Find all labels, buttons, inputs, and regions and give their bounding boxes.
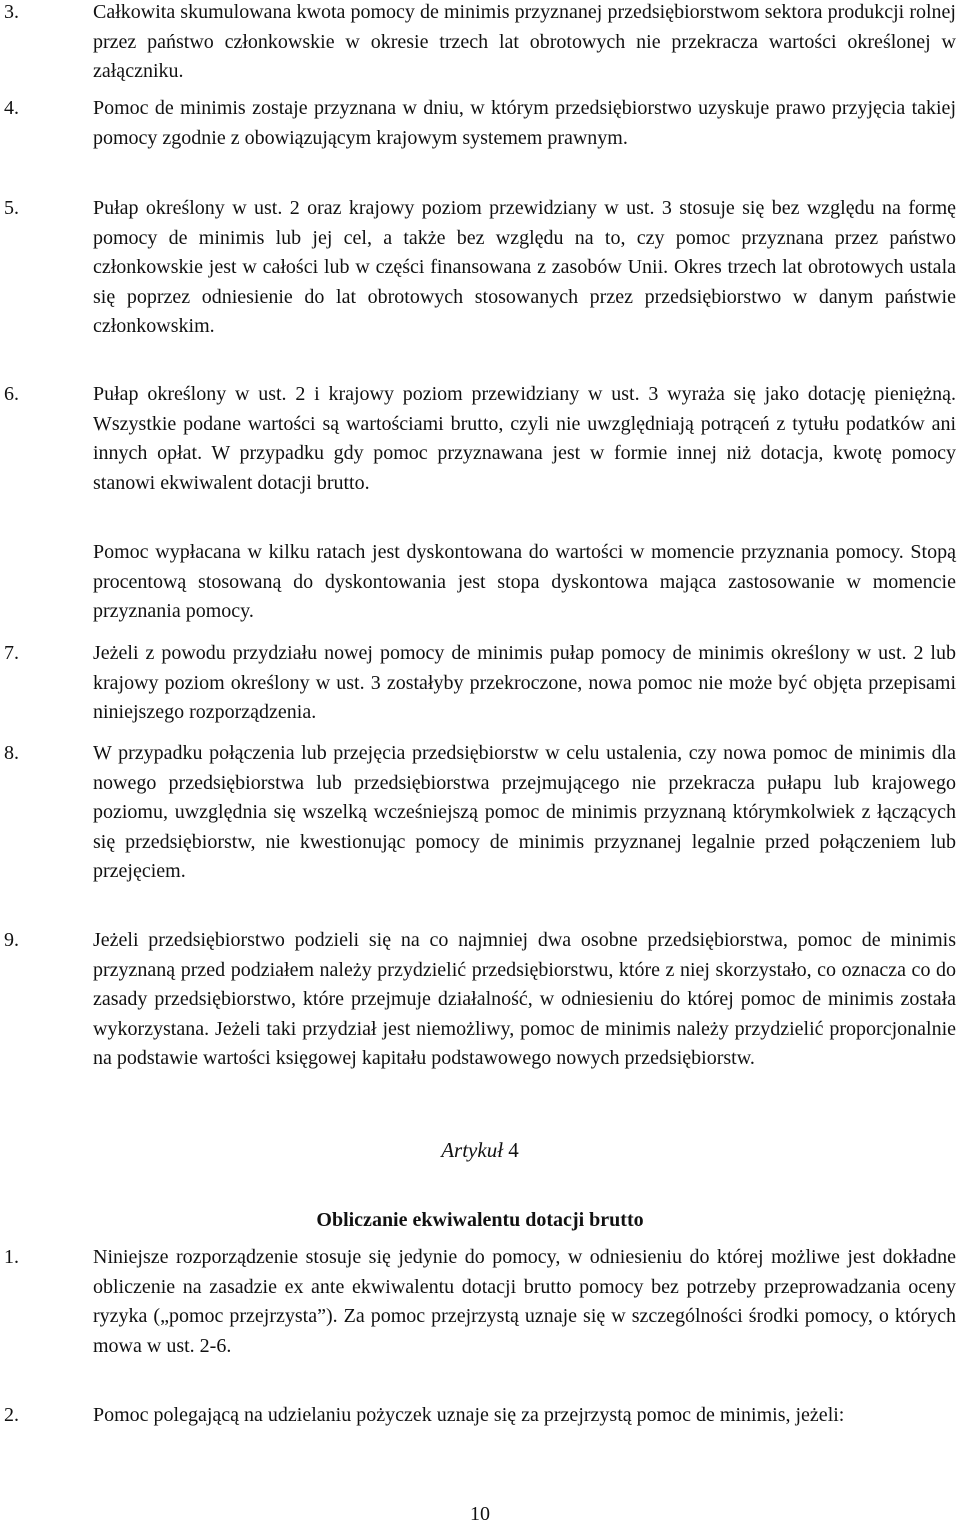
paragraph-9 [0, 926, 956, 1074]
paragraph-6 [0, 380, 956, 498]
paragraph-text: Pomoc wypłacana w kilku ratach jest dyskontowana do wartości w momencie przyznania pomocy. Stopą procentową stosowaną do dyskontowania jest stopa dyskontowa mająca zastosowanie w momencie przyznania pomocy. [93, 541, 956, 622]
article-paragraph-2 [0, 1401, 956, 1431]
paragraph-8 [0, 739, 956, 887]
article-label: Artykuł [441, 1138, 504, 1162]
paragraph-text: Całkowita skumulowana kwota pomocy de minimis przyznanej przedsiębiorstwom sektora produkcji rolnej przez państwo członkowskie w okresie trzech lat obrotowych nie przekracza wartości określonej w załączniku. [93, 1, 956, 82]
paragraph-number: 8. [4, 742, 19, 764]
paragraph-5 [0, 194, 956, 342]
article-number: 4 [508, 1138, 519, 1162]
paragraph-text: Pułap określony w ust. 2 oraz krajowy poziom przewidziany w ust. 3 stosuje się bez względu na formę pomocy de minimis lub jej cel, a także bez względu na to, czy pomoc przyznana przez państwo członkowskie jest w całości lub w części finansowana z zasobów Unii. Okres trzech lat obrotowych ustala się poprzez odniesienie do lat obrotowych stosowanych przez przedsiębiorstwo w danym państwie członkowskim. [93, 197, 956, 337]
paragraph-text: Pomoc polegającą na udzielaniu pożyczek uznaje się za przejrzystą pomoc de minimis, jeżeli: [93, 1404, 845, 1426]
paragraph-text: W przypadku połączenia lub przejęcia przedsiębiorstw w celu ustalenia, czy nowa pomoc de minimis dla nowego przedsiębiorstwa lub przedsiębiorstwa przejmującego nie przekracza pułapu lub krajowego poziomu, uwzględnia się wszelką wcześniejszą pomoc de minimis przyznaną którymkolwiek z łączących się przedsiębiorstw, nie kwestionując pomocy de minimis przyznanej legalnie przed połączeniem lub przejęciem. [93, 742, 956, 882]
paragraph-6-continuation [0, 538, 956, 627]
paragraph-number: 5. [4, 197, 19, 219]
page-number: 10 [470, 1503, 490, 1525]
paragraph-4 [0, 94, 956, 153]
paragraph-number: 4. [4, 97, 19, 119]
paragraph-text: Jeżeli z powodu przydziału nowej pomocy de minimis pułap pomocy de minimis określony w ust. 2 lub krajowy poziom określony w ust. 3 zostałyby przekroczone, nowa pomoc nie może być objęta przepisami niniejszego rozporządzenia. [93, 642, 956, 723]
article-title: Obliczanie ekwiwalentu dotacji brutto [316, 1209, 644, 1231]
paragraph-7 [0, 639, 956, 728]
article-paragraph-1 [0, 1243, 956, 1361]
article-heading [0, 1135, 960, 1165]
paragraph-text: Niniejsze rozporządzenie stosuje się jedynie do pomocy, w odniesieniu do której możliwe jest dokładne obliczenie na zasadzie ex ante ekwiwalentu dotacji brutto pomocy bez potrzeby przeprowadzania oceny ryzyka („pomoc przejrzysta”). Za pomoc przejrzystą uznaje się w szczególności środki pomocy, o których mowa w ust. 2-6. [93, 1246, 956, 1357]
paragraph-number: 7. [4, 642, 19, 664]
paragraph-number: 2. [4, 1404, 19, 1426]
paragraph-text: Jeżeli przedsiębiorstwo podzieli się na co najmniej dwa osobne przedsiębiorstwa, pomoc de minimis przyznaną przed podziałem należy przydzielić przedsiębiorstwu, które z niej skorzystało, co oznacza co do zasady przedsiębiorstwo, które przejmuje działalność, w odniesieniu do której pomoc de minimis została wykorzystana. Jeżeli taki przydział jest niemożliwy, pomoc de minimis należy przydzielić proporcjonalnie na podstawie wartości księgowej kapitału podstawowego nowych przedsiębiorstw. [93, 929, 956, 1069]
paragraph-number: 6. [4, 383, 19, 405]
paragraph-number: 3. [4, 1, 19, 23]
paragraph-text: Pomoc de minimis zostaje przyznana w dniu, w którym przedsiębiorstwo uzyskuje prawo przyjęcia takiej pomocy zgodnie z obowiązującym krajowym systemem prawnym. [93, 97, 956, 149]
paragraph-number: 9. [4, 929, 19, 951]
paragraph-text: Pułap określony w ust. 2 i krajowy poziom przewidziany w ust. 3 wyraża się jako dotację pieniężną. Wszystkie podane wartości są wartościami brutto, czyli nie uwzględniają potrąceń z tytułu podatków ani innych opłat. W przypadku gdy pomoc przyznawana jest w formie innej niż dotacja, kwotę pomocy stanowi ekwiwalent dotacji brutto. [93, 383, 956, 494]
paragraph-3 [0, 0, 956, 87]
paragraph-number: 1. [4, 1246, 19, 1268]
